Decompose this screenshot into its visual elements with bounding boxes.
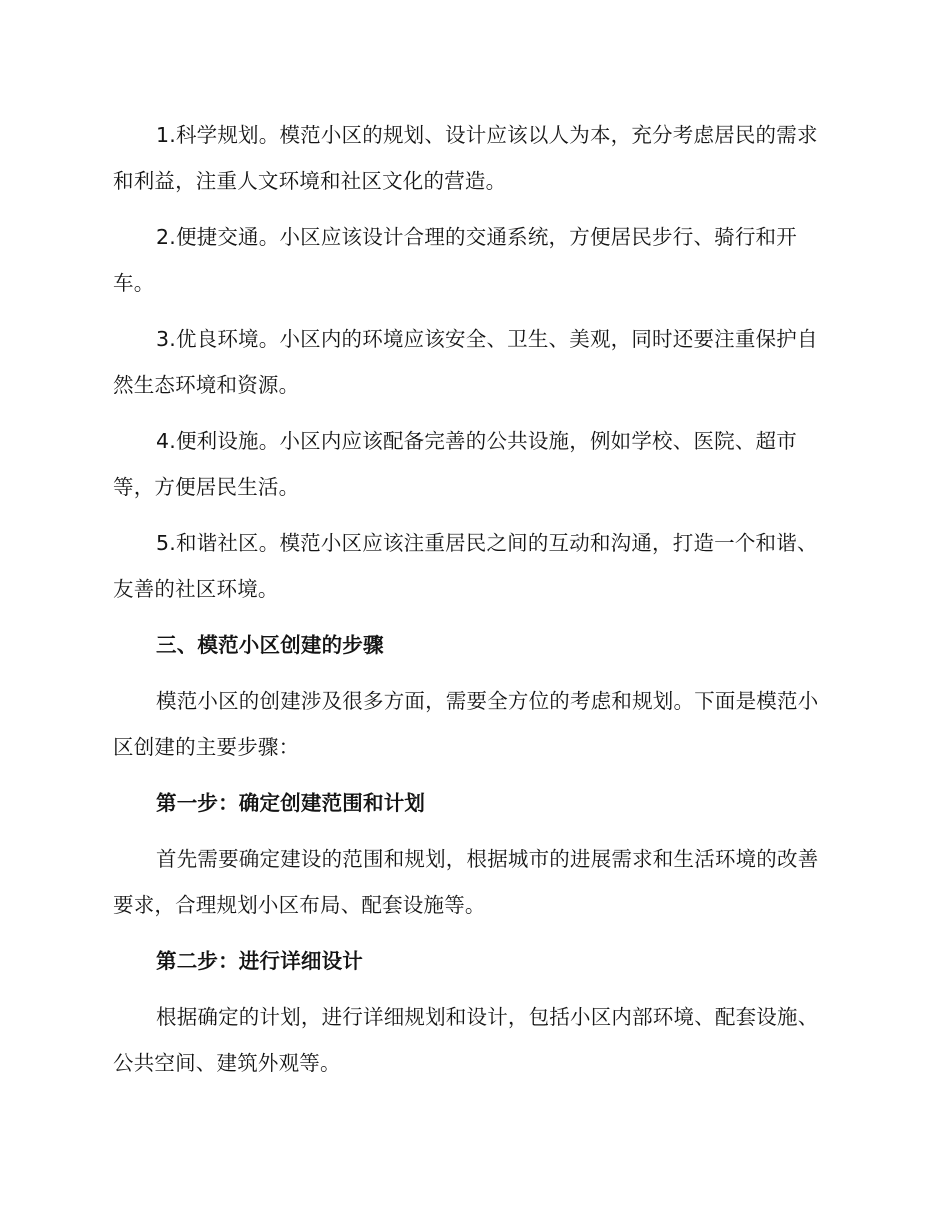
paragraph-step-1: 首先需要确定建设的范围和规划，根据城市的进展需求和生活环境的改善要求，合理规划小区布局、配套设施等。 xyxy=(113,847,819,917)
paragraph-principle-1: 1.科学规划。模范小区的规划、设计应该以人为本，充分考虑居民的需求和利益，注重人文环境和社区文化的营造。 xyxy=(113,123,818,193)
paragraph-steps-intro: 模范小区的创建涉及很多方面，需要全方位的考虑和规划。下面是模范小区创建的主要步骤： xyxy=(113,689,819,759)
paragraph-principle-5: 5.和谐社区。模范小区应该注重居民之间的互动和沟通，打造一个和谐、友善的社区环境。 xyxy=(113,531,818,601)
step-heading-2: 第二步：进行详细设计 xyxy=(156,949,363,973)
paragraph-step-2: 根据确定的计划，进行详细规划和设计，包括小区内部环境、配套设施、公共空间、建筑外观等。 xyxy=(113,1005,819,1075)
document-body xyxy=(113,112,833,1096)
section-heading-steps: 三、模范小区创建的步骤 xyxy=(156,633,384,657)
paragraph-principle-2: 2.便捷交通。小区应该设计合理的交通系统，方便居民步行、骑行和开车。 xyxy=(113,225,797,295)
step-heading-1: 第一步：确定创建范围和计划 xyxy=(156,791,426,815)
paragraph-principle-4: 4.便利设施。小区内应该配备完善的公共设施，例如学校、医院、超市等，方便居民生活。 xyxy=(113,429,797,499)
paragraph-principle-3: 3.优良环境。小区内的环境应该安全、卫生、美观，同时还要注重保护自然生态环境和资源。 xyxy=(113,327,818,397)
